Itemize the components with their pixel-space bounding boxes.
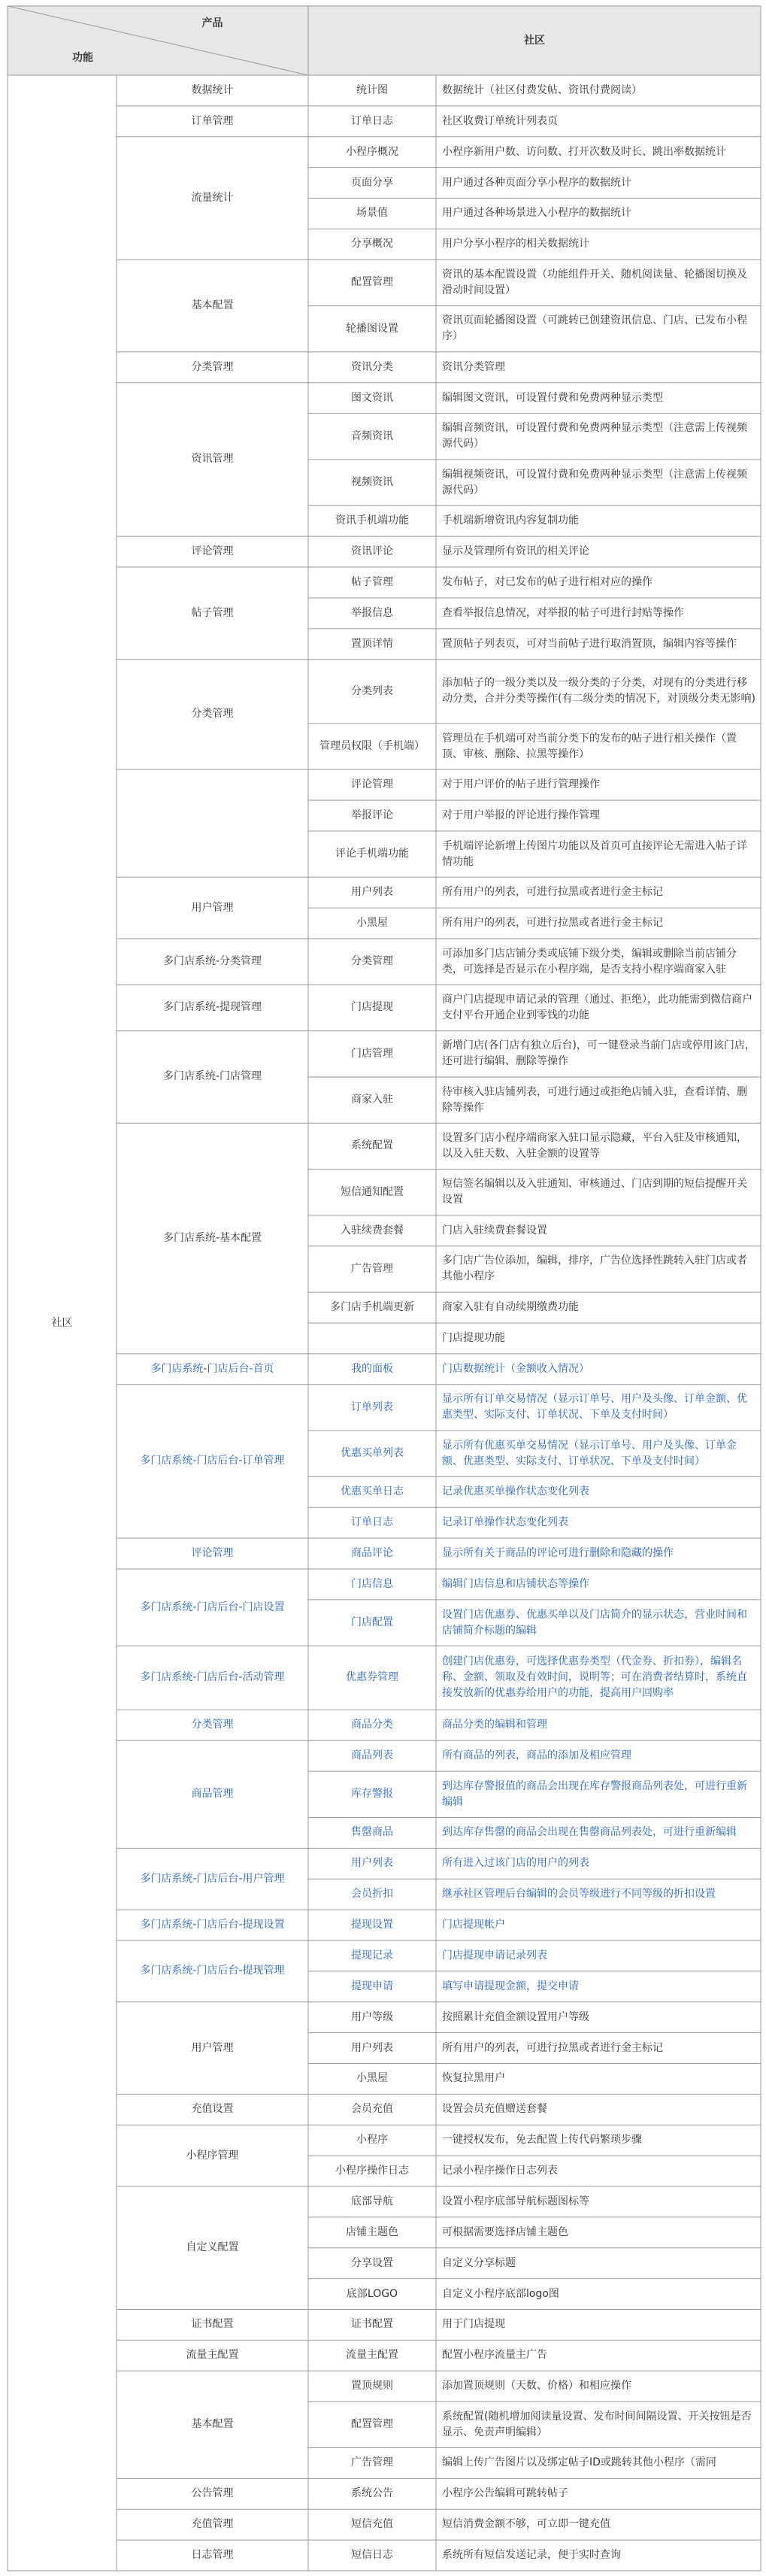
group-name: 流量统计 [191,192,234,204]
feature-name: 资讯评论 [351,545,393,558]
feature-name: 门店提现 [351,1001,393,1014]
group-name [117,769,308,877]
feature-name: 音频资讯 [351,429,393,442]
feature-description: 自定义分享标题 [442,2256,516,2269]
header-function: 功能 [72,51,93,64]
group-name: 证书配置 [191,2318,234,2331]
feature-name: 举报评论 [351,809,393,821]
feature-description: 按照累计充值金额设置用户等级 [442,2010,589,2023]
group-name: 多门店系统-门店后台-提现设置 [140,1919,285,1931]
feature-name: 优惠买单列表 [341,1447,404,1460]
feature-description: 显示所有关于商品的评论可进行删除和隐藏的操作 [442,1547,674,1560]
feature-name: 证书配置 [351,2318,393,2331]
group-name: 多门店系统-门店后台-首页 [150,1362,274,1375]
feature-description: 社区收费订单统计列表页 [442,114,558,127]
feature-description: 配置小程序流量主广告 [442,2349,547,2362]
feature-name: 入驻续费套餐 [341,1224,404,1236]
feature-description: 商品分类的编辑和管理 [442,1719,547,1731]
group-name: 多门店系统-门店后台-提现管理 [140,1965,285,1977]
group-name: 多门店系统-分类管理 [162,955,262,968]
feature-name: 轮播图设置 [346,322,398,335]
feature-description: 用户通过各种页面分享小程序的数据统计 [442,176,631,189]
group-name: 订单管理 [191,114,234,127]
header-community: 社区 [524,34,545,47]
feature-description: 查看举报信息情况，对举报的帖子可进行封贴等操作 [442,606,684,619]
feature-description: 记录小程序操作日志列表 [442,2165,558,2177]
feature-description: 对于用户评价的帖子进行管理操作 [442,778,600,791]
feature-name: 订单日志 [351,114,393,127]
feature-name: 会员充值 [351,2103,393,2116]
feature-name: 提现记录 [351,1949,393,1962]
feature-description: 用户通过各种场景进入小程序的数据统计 [442,207,631,220]
feature-description: 所有进入过该门店的用户的列表 [442,1857,589,1870]
group-name: 评论管理 [191,1547,234,1560]
feature-name: 短信通知配置 [341,1185,404,1198]
feature-name: 小程序 [356,2134,388,2147]
feature-name: 商品列表 [351,1749,393,1762]
feature-description: 商家入驻有自动续期缴费功能 [442,1301,579,1314]
feature-description: 到达库存售罄的商品会出现在售罄商品列表处，可进行重新编辑 [442,1826,737,1839]
feature-name: 帖子管理 [351,575,393,588]
feature-name: 页面分享 [351,176,393,189]
feature-name: 分类管理 [351,955,393,968]
feature-description: 数据统计（社区付费发帖、资讯付费阅读） [442,83,642,96]
feature-description: 设置小程序底部导航标题图标等 [442,2195,589,2207]
feature-description: 编辑音频资讯，可设置付费和免费两种显示类型（注意需上传视频源代码） [442,422,747,451]
feature-description: 所有商品的列表，商品的添加及相应管理 [442,1749,631,1762]
feature-description: 用于门店提现 [442,2318,505,2331]
feature-description: 系统配置(随机增加阅读量设置、发布时间间隔设置、开关按钮是否显示、免责声明编辑） [442,2410,752,2438]
feature-description: 商户门店提现申请记录的管理（通过、拒绝），此功能需到微信商户支付平台开通企业到零钱的功能 [442,993,752,1021]
feature-description: 设置会员充值赠送套餐 [442,2103,547,2116]
feature-name: 门店配置 [351,1616,393,1629]
group-name: 小程序管理 [186,2149,239,2162]
feature-description: 记录订单操作状态变化列表 [442,1516,568,1529]
group-name: 帖子管理 [191,606,234,619]
group-name: 分类管理 [191,1719,234,1731]
feature-description: 手机端评论新增上传图片功能以及首页可直接评论无需进入帖子详情功能 [442,839,747,868]
group-name: 公告管理 [191,2487,234,2500]
feature-description: 门店提现功能 [442,1331,505,1344]
feature-name: 售罄商品 [351,1826,393,1839]
feature-description: 发布帖子，对已发布的帖子进行相对应的操作 [442,575,652,588]
group-name: 数据统计 [191,83,234,96]
feature-name: 多门店手机端更新 [330,1301,414,1314]
feature-description: 添加置顶规则（天数、价格）和相应操作 [442,2380,631,2392]
feature-name: 视频资讯 [351,476,393,489]
feature-description: 恢复拉黑用户 [442,2072,505,2085]
group-name: 流量主配置 [186,2349,239,2362]
group-name: 分类管理 [191,708,234,721]
feature-description: 小程序新用户数、访问数、打开次数及时长、跳出率数据统计 [442,145,726,158]
feature-name: 小程序概况 [346,145,398,158]
feature-name: 流量主配置 [346,2349,398,2362]
group-name: 充值设置 [191,2103,234,2116]
feature-name: 分享设置 [351,2256,393,2269]
feature-description: 小程序公告编辑可跳转帖子 [442,2487,568,2500]
feature-name: 评论手机端功能 [335,848,409,860]
feature-description: 所有用户的列表，可进行拉黑或者进行金主标记 [442,917,663,930]
feature-description: 门店入驻续费套餐设置 [442,1224,547,1236]
feature-description: 可添加多门店店铺分类或底铺下级分类，编辑或删除当前店铺分类，可选择是否显示在小程序端，是否支持小程序端商家入驻 [442,947,737,975]
feature-description: 所有用户的列表，可进行拉黑或者进行金主标记 [442,886,663,899]
feature-name: 广告管理 [351,2456,393,2469]
feature-name: 评论管理 [351,778,393,791]
feature-name: 分类列表 [351,684,393,697]
feature-name: 优惠买单日志 [341,1485,404,1498]
feature-description: 用户分享小程序的相关数据统计 [442,238,589,250]
feature-name: 小程序操作日志 [335,2165,409,2177]
group-name: 用户管理 [191,2041,234,2054]
feature-description: 新增门店(各门店有独立后台)，可一键登录当前门店或停用该门店，还可进行编辑、删除等操作 [442,1039,755,1068]
feature-description: 所有用户的列表，可进行拉黑或者进行金主标记 [442,2041,663,2054]
feature-description: 继承社区管理后台编辑的会员等级进行不同等级的折扣设置 [442,1888,716,1901]
feature-name: 库存警报 [351,1788,393,1801]
group-name: 多门店系统-门店管理 [162,1070,262,1083]
feature-name [308,1323,436,1354]
feature-description: 编辑视频资讯，可设置付费和免费两种显示类型（注意需上传视频源代码） [442,468,747,496]
feature-name: 置顶详情 [351,637,393,650]
group-name: 基本配置 [191,2418,234,2431]
feature-name: 举报信息 [351,606,393,619]
header-product: 产品 [201,17,223,29]
group-name: 多门店系统-基本配置 [162,1232,262,1245]
feature-description: 短信消费金额不够，可立即一键充值 [442,2518,610,2531]
feature-description: 待审核入驻店铺列表，可进行通过或拒绝店铺入驻，查看详情、删除等操作 [442,1085,747,1114]
feature-description: 资讯的基本配置设置（功能组件开关、随机阅读量、轮播图切换及滑动时间设置） [442,268,747,296]
feature-name: 店铺主题色 [346,2226,398,2238]
feature-name: 资讯手机端功能 [335,514,409,527]
feature-name: 资讯分类 [351,360,393,373]
feature-name: 底部导航 [351,2195,393,2207]
feature-name: 用户列表 [351,1857,393,1870]
feature-name: 商家入驻 [351,1094,393,1106]
group-name: 充值管理 [191,2518,234,2531]
feature-name: 底部LOGO [346,2287,398,2300]
feature-description: 可根据需要选择店铺主题色 [442,2226,568,2238]
feature-name: 我的面板 [351,1362,393,1375]
feature-name: 门店管理 [351,1047,393,1060]
group-name: 多门店系统-提现管理 [162,1001,262,1014]
feature-name: 短信充值 [351,2518,393,2531]
feature-description: 记录优惠买单操作状态变化列表 [442,1485,589,1498]
feature-name: 分享概况 [351,238,393,250]
feature-name: 门店信息 [351,1577,393,1590]
group-name: 多门店系统-门店后台-门店设置 [140,1601,285,1613]
group-name: 资讯管理 [191,453,234,466]
feature-description: 对于用户举报的评论进行操作管理 [442,809,600,821]
feature-name: 会员折扣 [351,1888,393,1901]
category-community: 社区 [51,1316,73,1329]
feature-description: 显示所有订单交易情况（显示订单号、用户及头像、订单金额、优惠类型、实际支付、订单状况、下单及支付时间） [442,1393,747,1422]
feature-name: 小黑屋 [356,2072,388,2085]
feature-description: 门店数据统计（金额收入情况） [442,1362,589,1375]
feature-description: 资讯页面轮播图设置（可跳转已创建资讯信息、门店、已发布小程序） [442,314,747,343]
feature-description: 置顶帖子列表页，可对当前帖子进行取消置顶，编辑内容等操作 [442,637,737,650]
feature-name: 配置管理 [351,276,393,289]
feature-name: 短信日志 [351,2549,393,2562]
feature-description: 自定义小程序底部logo图 [442,2287,559,2300]
feature-description: 多门店广告位添加，编辑，排序，广告位选择性跳转入驻门店或者其他小程序 [442,1255,747,1283]
feature-name: 系统配置 [351,1139,393,1152]
feature-description: 设置门店优惠券、优惠买单以及门店简介的显示状态，营业时间和店铺简介标题的编辑 [442,1608,747,1637]
group-name: 多门店系统-门店后台-订单管理 [140,1455,285,1467]
feature-name: 商品分类 [351,1719,393,1731]
feature-description: 手机端新增资讯内容复制功能 [442,514,579,527]
feature-name: 置顶规则 [351,2380,393,2392]
feature-description: 管理员在手机端可对当前分类下的发布的帖子进行相关操作（置顶、审核、删除、拉黑等操作） [442,732,737,760]
feature-name: 场景值 [356,207,388,220]
feature-description: 到达库存警报值的商品会出现在库存警报商品列表处，可进行重新编辑 [442,1780,747,1808]
group-name: 自定义配置 [186,2241,239,2254]
feature-description: 编辑图文资讯，可设置付费和免费两种显示类型 [442,391,663,404]
group-name: 用户管理 [191,901,234,914]
feature-description: 编辑门店信息和店铺状态等操作 [442,1577,589,1590]
feature-name: 统计图 [356,83,388,96]
feature-description: 资讯分类管理 [442,360,505,373]
feature-description: 一键授权发布，免去配置上传代码繁琐步骤 [442,2134,642,2147]
group-name: 评论管理 [191,545,234,558]
feature-name: 广告管理 [351,1262,393,1275]
feature-description: 添加帖子的一级分类以及一级分类的子分类，对现有的分类进行移动分类，合并分类等操作(有二级分类的情况下，对顶级分类无影响) [442,677,755,705]
feature-description: 门店提现申请记录列表 [442,1949,547,1962]
feature-name: 图文资讯 [351,391,393,404]
feature-description: 短信签名编辑以及入驻通知、审核通过、门店到期的短信提醒开关设置 [442,1178,747,1206]
feature-name: 提现申请 [351,1980,393,1992]
group-name: 商品管理 [191,1788,234,1801]
feature-name: 提现设置 [351,1919,393,1931]
feature-description: 系统所有短信发送记录，便于实时查询 [442,2549,621,2562]
feature-description: 显示及管理所有资讯的相关评论 [442,545,589,558]
group-name: 分类管理 [191,360,234,373]
feature-name: 商品评论 [351,1547,393,1560]
feature-description: 门店提现帐户 [442,1919,505,1931]
feature-name: 订单列表 [351,1400,393,1413]
feature-name: 管理员权限（手机端） [319,740,425,753]
feature-name: 用户列表 [351,2041,393,2054]
feature-description: 编辑上传广告图片以及绑定帖子ID或跳转其他小程序（需同 [442,2456,716,2469]
feature-description: 显示所有优惠买单交易情况（显示订单号、用户及头像、订单金额、优惠类型、实际支付、订单状况、下单及支付时间） [442,1439,737,1467]
feature-description: 设置多门店小程序端商家入驻口显示隐藏，平台入驻及审核通知，以及入驻天数、入驻金额的设置等 [442,1131,747,1160]
group-name: 多门店系统-门店后台-活动管理 [140,1671,285,1684]
feature-description: 创建门店优惠券，可选择优惠券类型（代金券、折扣券），编辑名称、金额、领取及有效时间，说明等；可在消费者结算时，系统直接发放新的优惠券给用户的功能，提高用户回购率 [442,1655,747,1700]
feature-name: 优惠券管理 [346,1671,398,1684]
group-name: 日志管理 [191,2549,234,2562]
feature-name: 订单日志 [351,1516,393,1529]
group-name: 多门店系统-门店后台-用户管理 [140,1872,285,1885]
group-name: 基本配置 [191,299,234,312]
feature-name: 用户等级 [351,2010,393,2023]
feature-name: 系统公告 [351,2487,393,2500]
feature-name: 用户列表 [351,886,393,899]
feature-name: 配置管理 [351,2418,393,2431]
feature-description: 填写申请提现金额，提交申请 [442,1980,579,1992]
feature-name: 小黑屋 [356,917,388,930]
